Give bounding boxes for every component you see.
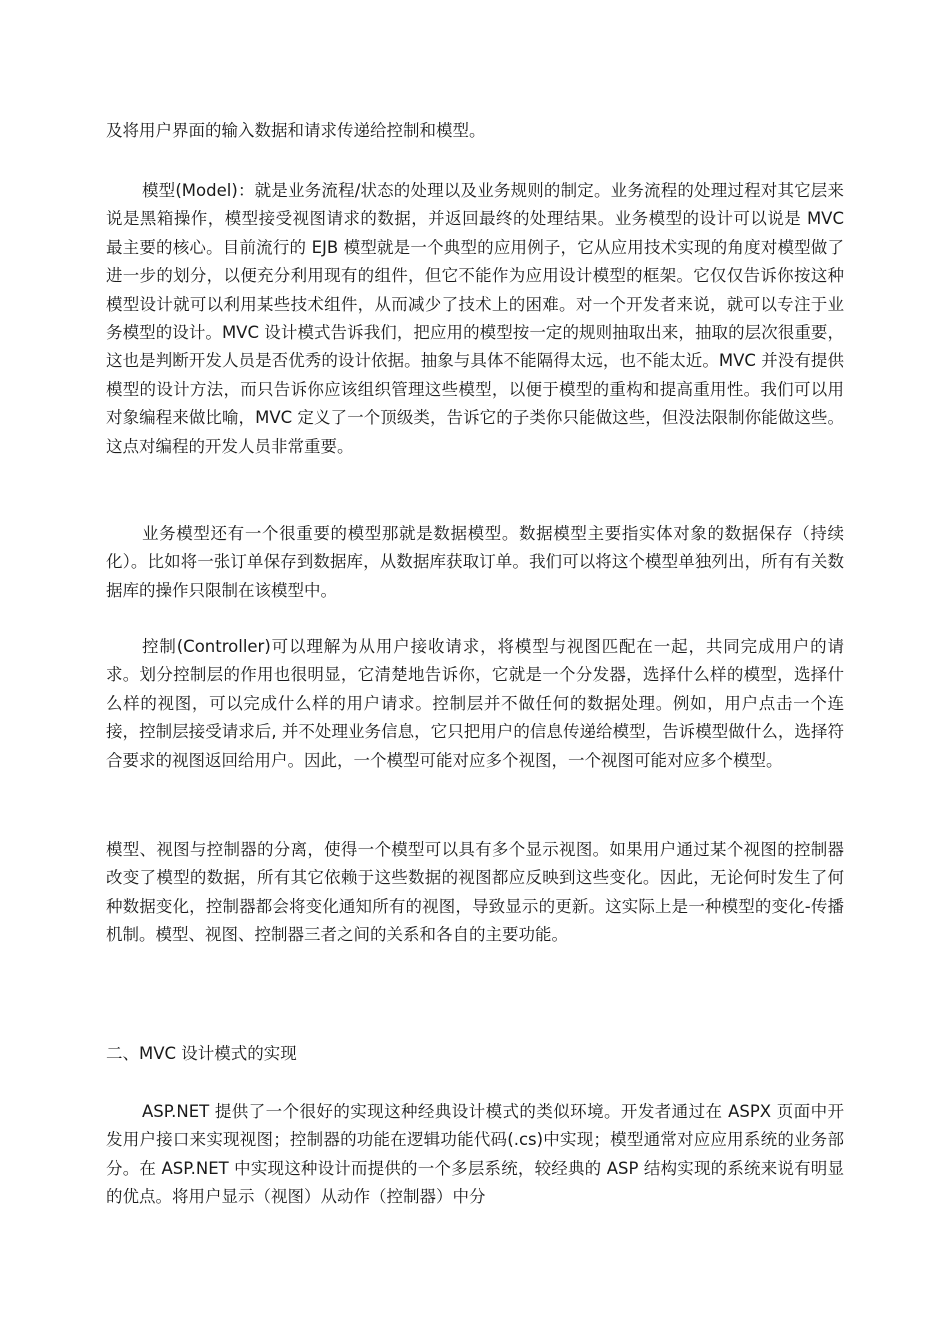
paragraph-continuation: 及将用户界面的输入数据和请求传递给控制和模型。: [106, 121, 486, 140]
paragraph-controller: 控制(Controller)可以理解为从用户接收请求，将模型与视图匹配在一起，共同完成用户的请求。划分控制层的作用也很明显，它清楚地告诉你，它就是一个分发器，选择什么样的模型，选择什么样的视图，可以完成什么样的用户请求。控制层并不做任何的数据处理。例如，用户点击一个连接，控制层接受请求后, 并不处理业务信息，它只把用户的信息传递给模型，告诉模型做什么，选择符合要求的视图返回给用户。因此，一个模型可能对应多个视图，一个视图可能对应多个模型。: [106, 637, 844, 770]
paragraph-data-model: 业务模型还有一个很重要的模型那就是数据模型。数据模型主要指实体对象的数据保存（持续化）。比如将一张订单保存到数据库，从数据库获取订单。我们可以将这个模型单独列出，所有有关数据库的操作只限制在该模型中。: [106, 524, 844, 600]
paragraph-model: 模型(Model)：就是业务流程/状态的处理以及业务规则的制定。业务流程的处理过程对其它层来说是黑箱操作，模型接受视图请求的数据，并返回最终的处理结果。业务模型的设计可以说是 MVC 最主要的核心。目前流行的 EJB 模型就是一个典型的应用例子，它从应用技术实现的角度对模型做了进一步的划分，以便充分利用现有的组件，但它不能作为应用设计模型的框架。它仅仅告诉你按这种模型设计就可以利用某些技术组件，从而减少了技术上的困难。对一个开发者来说，就可以专注于业务模型的设计。MVC 设计模式告诉我们，把应用的模型按一定的规则抽取出来，抽取的层次很重要，这也是判断开发人员是否优秀的设计依据。抽象与具体不能隔得太远，也不能太近。MVC 并没有提供模型的设计方法，而只告诉你应该组织管理这些模型，以便于模型的重构和提高重用性。我们可以用对象编程来做比喻，MVC 定义了一个顶级类，告诉它的子类你只能做这些，但没法限制你能做这些。这点对编程的开发人员非常重要。: [106, 181, 844, 456]
paragraph-aspnet: ASP.NET 提供了一个很好的实现这种经典设计模式的类似环境。开发者通过在 ASPX 页面中开发用户接口来实现视图；控制器的功能在逻辑功能代码(.cs)中实现；模型通常对应应用系统的业务部分。在 ASP.NET 中实现这种设计而提供的一个多层系统，较经典的 ASP 结构实现的系统来说有明显的优点。将用户显示（视图）从动作（控制器）中分: [106, 1102, 844, 1207]
paragraph-separation: 模型、视图与控制器的分离，使得一个模型可以具有多个显示视图。如果用户通过某个视图的控制器改变了模型的数据，所有其它依赖于这些数据的视图都应反映到这些变化。因此，无论何时发生了何种数据变化，控制器都会将变化通知所有的视图，导致显示的更新。这实际上是一种模型的变化-传播机制。模型、视图、控制器三者之间的关系和各自的主要功能。: [106, 840, 844, 945]
section-heading: 二、MVC 设计模式的实现: [106, 1044, 297, 1063]
